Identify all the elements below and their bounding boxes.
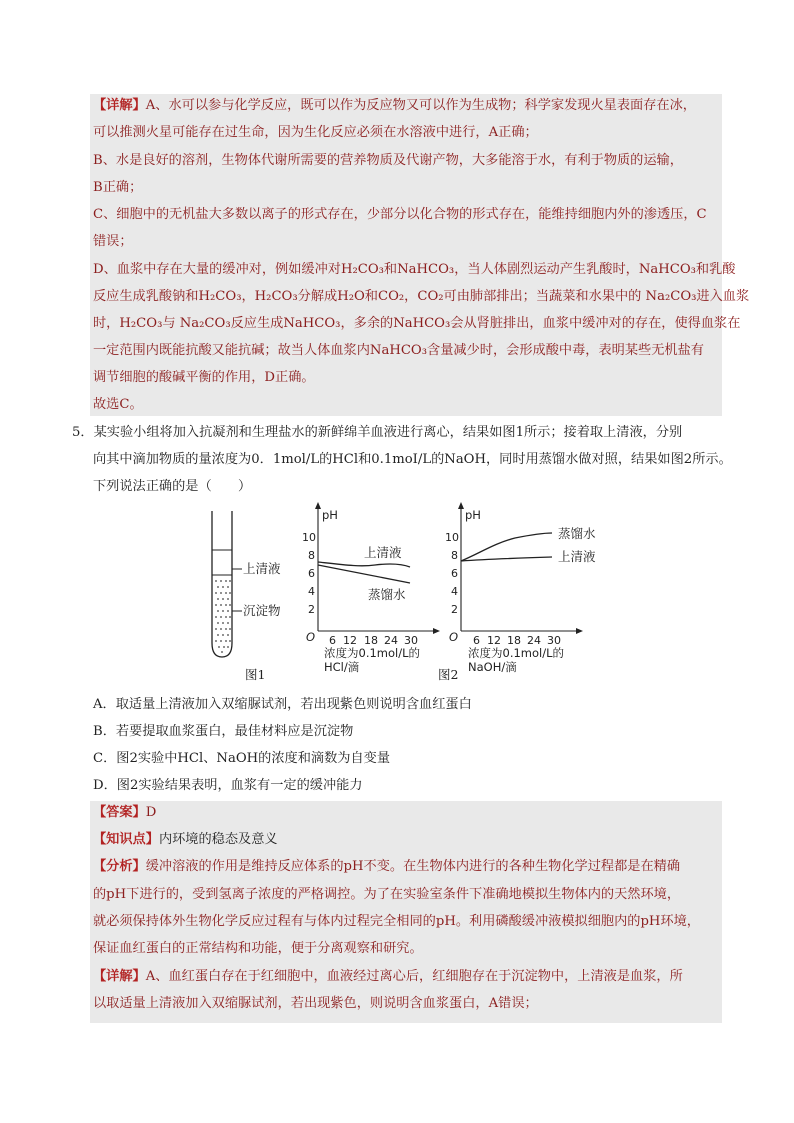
plot2-ytick-6: 6	[451, 567, 458, 580]
plot1-xtick-30: 30	[404, 634, 418, 647]
answer-tag: 【答案】	[93, 805, 146, 820]
plot2-xtick-6: 6	[473, 634, 480, 647]
knowledge-line: 【知识点】内环境的稳态及意义	[93, 832, 278, 847]
plot1-xlabel-2: HCl/滴	[324, 660, 360, 674]
plot2-origin: O	[449, 630, 459, 644]
detail2-line-2: 以取适量上清液加入双缩脲试剂，若出现紫色，则说明含血浆蛋白，A错误；	[93, 996, 538, 1011]
lower-label: 沉淀物	[243, 603, 281, 618]
analysis-line-2: 的pH下进行的，受到氢离子浓度的严格调控。为了在实验室条件下准确地模拟生物体内的天然环境，	[93, 887, 681, 902]
figure1-caption: 图1	[245, 667, 266, 682]
detail2-tag: 【详解】	[93, 969, 146, 984]
analysis-line-3: 就必须保持体外生物化学反应过程有与体内过程完全相同的pH。利用磷酸缓冲液模拟细胞内的pH环境，	[93, 914, 700, 929]
detail-tag: 【详解】	[93, 98, 146, 113]
detail-line-1: 【详解】A、水可以参与化学反应，既可以作为反应物又可以作为生成物；科学家发现火星表面存在冰，	[93, 98, 696, 113]
detail-line-7: D、血浆中存在大量的缓冲对，例如缓冲对H₂CO₃和NaHCO₃，当人体剧烈运动产生乳酸时，NaHCO₃和乳酸	[93, 262, 736, 277]
answer-line	[93, 803, 156, 823]
question-line-3: 下列说法正确的是（ ）	[93, 479, 252, 494]
upper-label: 上清液	[243, 561, 281, 576]
option-c: C．图2实验中HCl、NaOH的浓度和滴数为自变量	[93, 751, 391, 766]
plot2-ylabel: pH	[465, 508, 481, 522]
figure	[0, 495, 794, 695]
figure2-caption: 图2	[438, 667, 459, 682]
detail-line-2: 可以推测火星可能存在过生命，因为生化反应必须在水溶液中进行，A正确；	[93, 125, 538, 140]
plot2	[438, 502, 596, 682]
detail-line-4: B正确；	[93, 180, 143, 195]
plot1-ytick-2: 2	[308, 603, 315, 616]
option-b: B．若要提取血浆蛋白，最佳材料应是沉淀物	[93, 724, 354, 739]
plot1-xtick-24: 24	[384, 634, 398, 647]
plot2-xlabel-1: 浓度为0.1mol/L的	[468, 646, 565, 660]
plot2-xtick-18: 18	[507, 634, 521, 647]
question-line-1: 5．某实验小组将加入抗凝剂和生理盐水的新鲜绵羊血液进行离心，结果如图1所示；接着取上清液，分别	[72, 425, 683, 440]
plot2-xlabel-2: NaOH/滴	[468, 660, 517, 674]
plot2-xtick-24: 24	[527, 634, 541, 647]
plot1-label-water: 蒸馏水	[368, 587, 406, 602]
detail-line-6: 错误；	[93, 234, 133, 249]
plot1-xlabel-1: 浓度为0.1mol/L的	[324, 646, 421, 660]
plot2-ytick-4: 4	[451, 585, 458, 598]
plot1	[302, 502, 440, 674]
plot2-label-supernatant: 上清液	[558, 549, 596, 564]
plot1-xtick-12: 12	[343, 634, 357, 647]
detail-line-3: B、水是良好的溶剂，生物体代谢所需要的营养物质及代谢产物，大多能溶于水，有利于物质的运输，	[93, 153, 683, 168]
plot1-xtick-18: 18	[364, 634, 378, 647]
detail-line-9: 时，H₂CO₃与 Na₂CO₃反应生成NaHCO₃，多余的NaHCO₃会从肾脏排出，血浆中缓冲对的存在，使得血浆在	[93, 316, 741, 331]
plot1-xtick-6: 6	[329, 634, 336, 647]
knowledge-tag: 【知识点】	[93, 832, 159, 847]
plot2-xtick-12: 12	[487, 634, 501, 647]
plot2-ytick-2: 2	[451, 603, 458, 616]
option-d: D．图2实验结果表明，血浆有一定的缓冲能力	[93, 778, 363, 793]
analysis-tag: 【分析】	[93, 859, 146, 874]
plot1-ytick-4: 4	[308, 585, 315, 598]
detail-line-5: C、细胞中的无机盐大多数以离子的形式存在，少部分以化合物的形式存在，能维持细胞内外的渗透压，C	[93, 207, 707, 222]
plot1-curve-water	[318, 565, 410, 583]
question-line-2: 向其中滴加物质的量浓度为0．1mol/L的HCl和0.1moI/L的NaOH，同时用蒸馏水做对照，结果如图2所示。	[93, 452, 732, 467]
plot2-ytick-8: 8	[451, 549, 458, 562]
plot2-xtick-30: 30	[547, 634, 561, 647]
test-tube	[212, 511, 281, 682]
detail2-line-1: 【详解】A、血红蛋白存在于红细胞中，血液经过离心后，红细胞存在于沉淀物中，上清液是血浆，所	[93, 969, 683, 984]
plot1-ytick-8: 8	[308, 549, 315, 562]
plot1-ytick-6: 6	[308, 567, 315, 580]
detail-line-8: 反应生成乳酸钠和H₂CO₃，H₂CO₃分解成H₂O和CO₂，CO₂可由肺部排出；当蔬菜和水果中的 Na₂CO₃进入血浆	[93, 289, 750, 304]
plot2-label-water: 蒸馏水	[558, 526, 596, 541]
plot1-ytick-10: 10	[302, 531, 316, 544]
option-a: A．取适量上清液加入双缩脲试剂，若出现紫色则说明含血红蛋白	[93, 697, 472, 712]
plot2-curve-supernatant	[461, 557, 552, 561]
plot2-ytick-10: 10	[445, 531, 459, 544]
plot1-ylabel: pH	[322, 508, 338, 522]
plot1-curve-supernatant	[318, 562, 410, 567]
analysis-line-4: 保证血红蛋白的正常结构和功能，便于分离观察和研究。	[93, 941, 423, 956]
analysis-line-1: 【分析】缓冲溶液的作用是维持反应体系的pH不变。在生物体内进行的各种生物化学过程都是在精确	[93, 859, 681, 874]
answer-value: D	[145, 805, 157, 820]
plot1-label-supernatant: 上清液	[364, 545, 402, 560]
detail-line-12: 故选C。	[93, 397, 143, 412]
detail-line-10: 一定范围内既能抗酸又能抗碱；故当人体血浆内NaHCO₃含量减少时，会形成酸中毒，表明某些无机盐有	[93, 343, 704, 358]
detail-line-11: 调节细胞的酸碱平衡的作用，D正确。	[93, 370, 315, 385]
plot1-origin: O	[306, 630, 316, 644]
